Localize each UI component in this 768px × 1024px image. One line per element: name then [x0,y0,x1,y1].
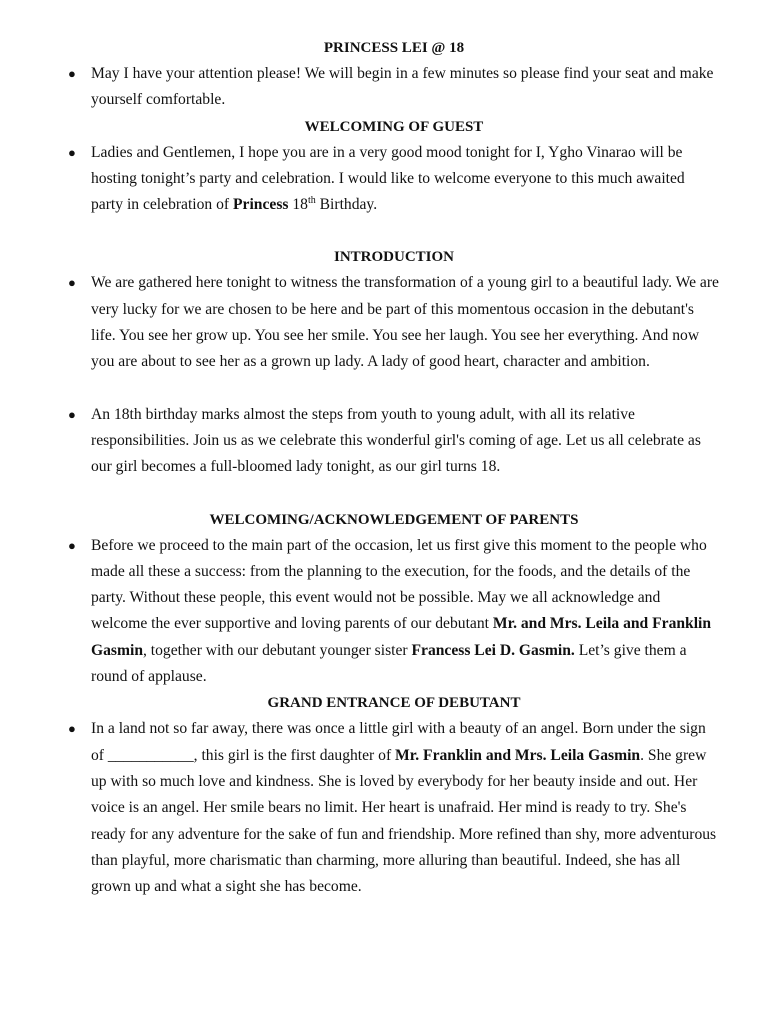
sister-name: Francess Lei D. Gasmin. [411,641,575,659]
heading-grand-entrance: GRAND ENTRANCE OF DEBUTANT [267,695,521,712]
list-item-parents [68,533,720,691]
list-item-seating [68,61,720,114]
bullet-icon: ● [68,537,76,553]
welcome-text-a: Ladies and Gentlemen, I hope you are in a very good mood tonight for I, Ygho Vinarao will be hosting tonight’s party and celebration. I would like to welcome everyone to this much awaited party in celebration of [91,143,685,214]
paragraph-introduction: We are gathered here tonight to witness the transformation of a young girl to a beautiful lady. We are very lucky for we are chosen to be here and be part of this momentous occasion in the debutant's life. You see her grow up. You see her smile. You see her laugh. You see her everything. And now you are about to see her as a grown up lady. A lady of good heart, character and ambition. [91,274,719,371]
paragraph-welcome [91,140,720,219]
entrance-text-a: In a land not so far away, there was once a little girl with a beauty of an angel. Born under the sign of ___________, this girl is the first daughter of [91,720,706,764]
heading-introduction: INTRODUCTION [333,249,454,266]
heading-parents: WELCOMING/ACKNOWLEDGEMENT OF PARENTS [209,511,579,528]
paragraph-seating: May I have your attention please! We will begin in a few minutes so please find your seat and make yourself comfortable. [91,65,714,109]
parents-text-a: Before we proceed to the main part of the occasion, let us first give this moment to the people who made all these a success: from the planning to the execution, for the foods, and the details of the party. Without these people, this event would not be possible. May we all acknowledge and welcome the ever supportive and loving parents of our debutant [91,536,707,633]
entrance-text-c: . She grew up with so much love and kindness. She is loved by everybody for her beauty inside and out. Her voice is an angel. Her smile bears no limit. Her heart is unafraid. Her mind is ready to try. She's ready for any adventure for the sake of fun and friendship. More refined than shy, more adventurous than playful, more charismatic than charming, more alluring than beautiful. Indeed, she has all grown up and what a sight she has become. [91,746,717,896]
parents-text-c: , together with our debutant younger sister [143,641,412,659]
document-title: PRINCESS LEI @ 18 [323,40,465,56]
welcome-text-c: 18 [288,196,308,214]
welcome-text-princess: Princess [233,196,289,214]
list-item-milestone [68,402,720,481]
list-item-entrance [68,716,720,900]
bullet-icon: ● [68,406,76,422]
welcome-text-d: Birthday. [315,196,378,214]
paragraph-entrance [91,716,720,900]
bullet-icon: ● [68,721,76,737]
list-item-introduction [68,270,720,375]
list-item-welcome [68,140,720,219]
heading-welcoming-guest: WELCOMING OF GUEST [304,118,484,135]
entrance-parents-names: Mr. Franklin and Mrs. Leila Gasmin [395,746,641,764]
parents-text-e: Let’s give them a round of applause. [91,641,687,686]
parents-names: Mr. and Mrs. Leila and Franklin Gasmin [91,615,712,659]
welcome-text-sup: th [307,195,316,206]
bullet-icon: ● [68,275,76,291]
bullet-icon: ● [68,66,76,81]
paragraph-parents [91,533,720,691]
paragraph-milestone: An 18th birthday marks almost the steps from youth to young adult, with all its relative responsibilities. Join us as we celebrate this wonderful girl's coming of age. Let us all celebrate as our girl becomes a full-bloomed lady tonight, as our girl turns 18. [91,405,701,476]
bullet-icon: ● [68,144,76,160]
